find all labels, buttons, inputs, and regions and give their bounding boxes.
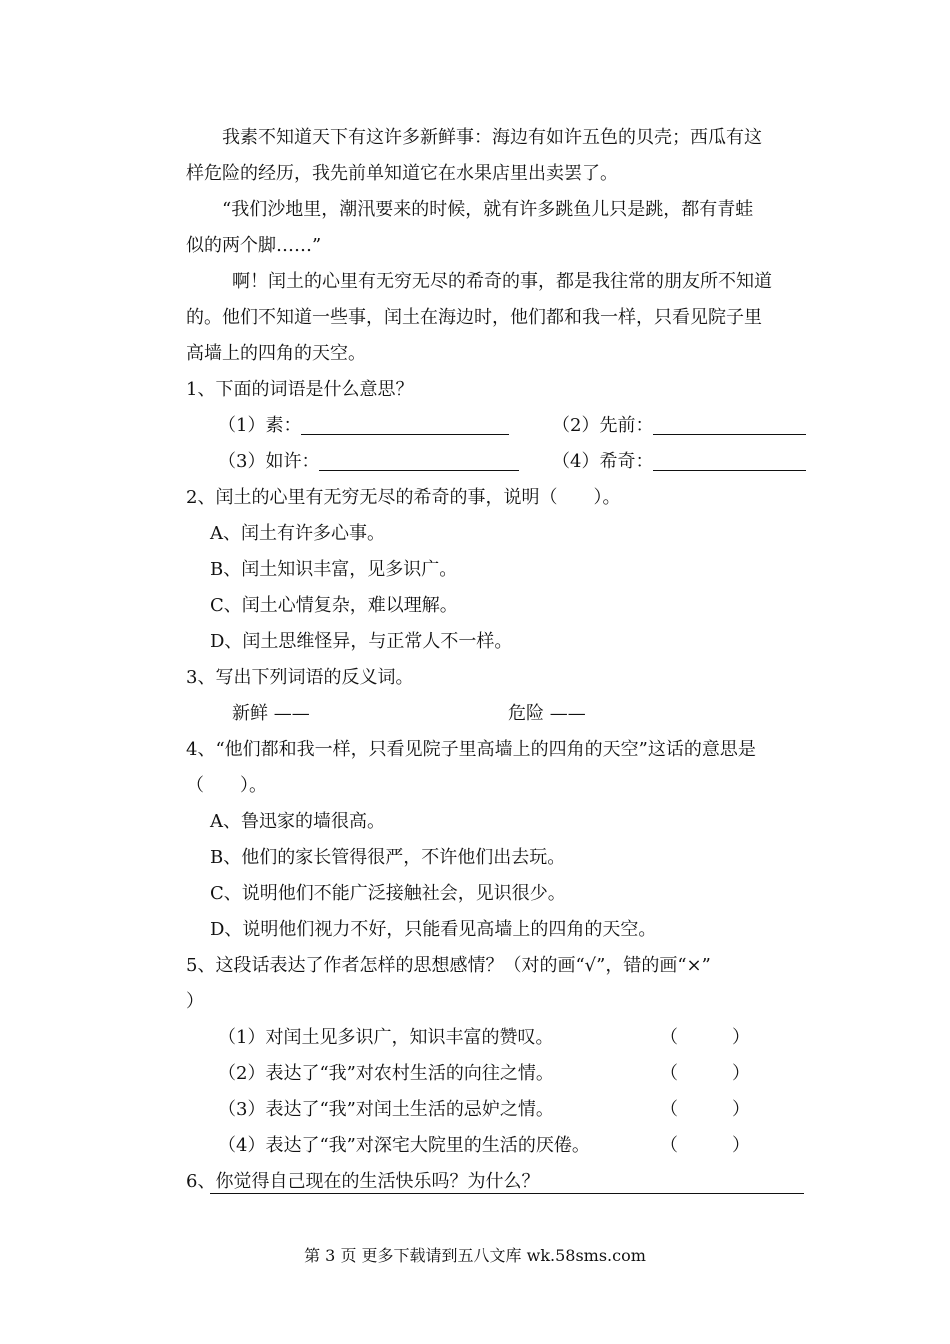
q1-item-label: （2）先前： bbox=[552, 415, 654, 436]
q2-option-a: A、闰土有许多心事。 bbox=[210, 523, 385, 544]
q1-item-4 bbox=[552, 450, 806, 474]
q1-item-label: （4）希奇： bbox=[552, 451, 654, 472]
q5-item-4: （4）表达了“我”对深宅大院里的生活的厌倦。 bbox=[218, 1135, 590, 1156]
q1-answer-blank-3[interactable] bbox=[319, 452, 519, 471]
q5-item-2: （2）表达了“我”对农村生活的向往之情。 bbox=[218, 1063, 554, 1084]
passage-line: 我素不知道天下有这许多新鲜事：海边有如许五色的贝壳；西瓜有这 bbox=[222, 127, 762, 148]
q5-answer-paren-1[interactable]: （ ） bbox=[660, 1027, 750, 1048]
question-5-stem-cont: ） bbox=[186, 991, 204, 1012]
q1-item-1 bbox=[218, 414, 509, 438]
passage-line: 似的两个脚……” bbox=[186, 235, 322, 256]
q5-answer-paren-2[interactable]: （ ） bbox=[660, 1063, 750, 1084]
q3-word-1: 新鲜 —— bbox=[232, 703, 310, 724]
passage-line: “我们沙地里，潮汛要来的时候，就有许多跳鱼儿只是跳，都有青蛙 bbox=[222, 199, 754, 220]
q5-item-3: （3）表达了“我”对闰土生活的忌妒之情。 bbox=[218, 1099, 554, 1120]
q1-answer-blank-4[interactable] bbox=[653, 452, 806, 471]
q4-option-b: B、他们的家长管得很严，不许他们出去玩。 bbox=[210, 847, 566, 868]
q2-option-c: C、闰土心情复杂，难以理解。 bbox=[210, 595, 458, 616]
q3-word-2: 危险 —— bbox=[508, 703, 586, 724]
q1-item-2 bbox=[552, 414, 806, 438]
q4-option-d: D、说明他们视力不好，只能看见高墙上的四角的天空。 bbox=[210, 919, 657, 940]
q1-answer-blank-2[interactable] bbox=[653, 416, 806, 435]
question-1-stem: 1、下面的词语是什么意思？ bbox=[186, 379, 414, 400]
q1-item-3 bbox=[218, 450, 519, 474]
passage-line: 高墙上的四角的天空。 bbox=[186, 343, 366, 364]
passage-line: 样危险的经历，我先前单知道它在水果店里出卖罢了。 bbox=[186, 163, 618, 184]
q2-option-b: B、闰土知识丰富，见多识广。 bbox=[210, 559, 458, 580]
q5-answer-paren-4[interactable]: （ ） bbox=[660, 1135, 750, 1156]
q1-item-label: （1）素： bbox=[218, 415, 302, 436]
question-2-stem: 2、闰土的心里有无穷无尽的希奇的事，说明（ ）。 bbox=[186, 487, 621, 508]
question-4-stem: 4、“他们都和我一样，只看见院子里高墙上的四角的天空”这话的意思是 bbox=[186, 739, 756, 760]
question-3-stem: 3、写出下列词语的反义词。 bbox=[186, 667, 414, 688]
page-footer: 第 3 页 更多下载请到五八文库 wk.58sms.com bbox=[304, 1246, 646, 1265]
q1-item-label: （3）如许： bbox=[218, 451, 320, 472]
q6-answer-line[interactable] bbox=[210, 1193, 804, 1194]
q4-option-a: A、鲁迅家的墙很高。 bbox=[210, 811, 385, 832]
passage-line: 的。他们不知道一些事，闰土在海边时，他们都和我一样，只看见院子里 bbox=[186, 307, 762, 328]
q1-answer-blank-1[interactable] bbox=[301, 416, 509, 435]
q5-item-1: （1）对闰土见多识广，知识丰富的赞叹。 bbox=[218, 1027, 554, 1048]
question-5-stem: 5、这段话表达了作者怎样的思想感情？（对的画“√”，错的画“×” bbox=[186, 955, 711, 976]
q5-answer-paren-3[interactable]: （ ） bbox=[660, 1099, 750, 1120]
question-4-stem-cont: （ ）。 bbox=[186, 775, 267, 796]
question-6-stem: 6、你觉得自己现在的生活快乐吗？为什么？ bbox=[186, 1171, 540, 1192]
q2-option-d: D、闰土思维怪异，与正常人不一样。 bbox=[210, 631, 513, 652]
q4-option-c: C、说明他们不能广泛接触社会，见识很少。 bbox=[210, 883, 566, 904]
passage-line: 啊！闰土的心里有无穷无尽的希奇的事，都是我往常的朋友所不知道 bbox=[232, 271, 772, 292]
